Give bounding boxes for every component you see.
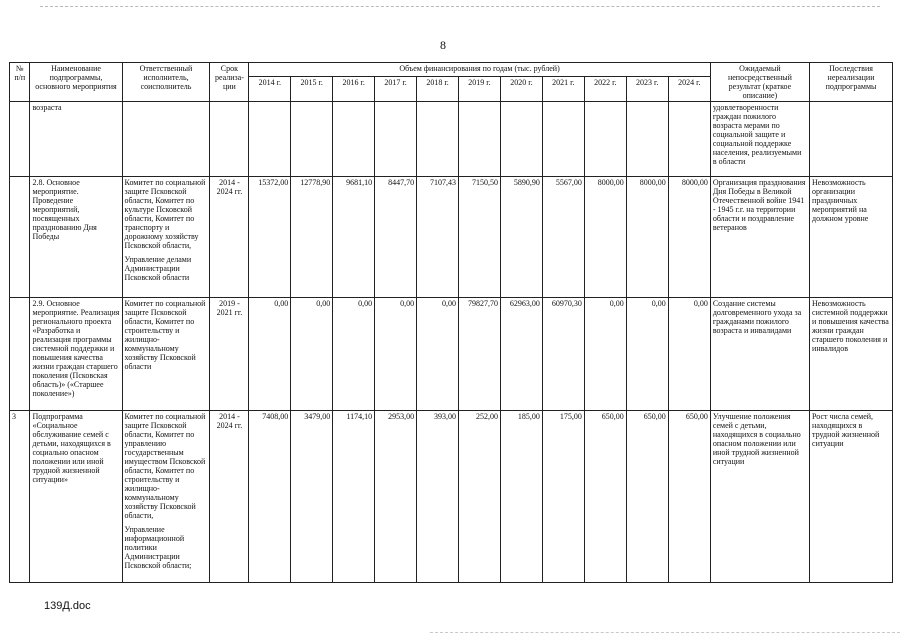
cell-period: 2019 - 2021 гг.	[210, 298, 249, 411]
page-number: 8	[440, 38, 446, 52]
cell-amount: 0,00	[584, 298, 626, 411]
cell-amount: 7150,50	[459, 177, 501, 298]
cell-amount: 175,00	[542, 411, 584, 583]
header-year: 2015 г.	[291, 76, 333, 101]
cell-name: 2.9. Основное мероприятие. Реализация регионального проекта «Разработка и реализация программы системной поддержки и повышения качества жизни граждан старшего поколения (Псковская область)» («Старшее поколение»)	[30, 298, 122, 411]
cell-amount: 79827,70	[459, 298, 501, 411]
cell-amount: 9681,10	[333, 177, 375, 298]
cell-amount: 8000,00	[668, 177, 710, 298]
responsible-entry: Комитет по социальной защите Псковской области, Комитет по управлению государственным имуществом Псковской области, Комитет по строительству и жилищно-коммунальному хозяйству Псковской области,	[124, 412, 206, 520]
cell-name: 2.8. Основное мероприятие. Проведение мероприятий, посвященных празднованию Дня Победы	[30, 177, 122, 298]
cell-no	[10, 177, 30, 298]
cell-amount: 3479,00	[291, 411, 333, 583]
cell-consequences: Невозможность системной поддержки и повышения качества жизни граждан старшего поколения и инвалидов	[810, 298, 893, 411]
cell-consequences: Рост числа семей, находящихся в трудной жизненной ситуации	[810, 411, 893, 583]
cell-amount: 60970,30	[542, 298, 584, 411]
cell-amount: 0,00	[375, 298, 417, 411]
funding-table	[9, 62, 893, 583]
cell-responsible	[122, 411, 210, 583]
cell-result: Создание системы долговременного ухода за гражданами пожилого возраста и инвалидами	[710, 298, 809, 411]
cell-period: 2014 - 2024 гг.	[210, 177, 249, 298]
cell-name: Подпрограмма «Социальное обслуживание семей с детьми, находящихся в социально опасном положении или иной трудной жизненной ситуации»	[30, 411, 122, 583]
header-year: 2020 г.	[500, 76, 542, 101]
scan-edge-top	[40, 6, 880, 7]
header-year: 2014 г.	[249, 76, 291, 101]
table-row	[10, 177, 893, 298]
cell-amount: 62963,00	[500, 298, 542, 411]
cell-amount: 185,00	[500, 411, 542, 583]
cell-result: Организация празднования Дня Победы в Великой Отечественной войне 1941 - 1945 г.г. на территории области и поздравление ветеранов	[710, 177, 809, 298]
responsible-entry: Комитет по социальной защите Псковской области, Комитет по строительству и жилищно-коммунальному хозяйству Псковской области	[124, 299, 206, 371]
header-year: 2017 г.	[375, 76, 417, 101]
header-year: 2021 г.	[542, 76, 584, 101]
header-year: 2018 г.	[417, 76, 459, 101]
table-row	[10, 298, 893, 411]
cell-amount: 5890,90	[500, 177, 542, 298]
cell-amount: 5567,00	[542, 177, 584, 298]
cell-no	[10, 298, 30, 411]
cell-amount: 0,00	[668, 298, 710, 411]
table-row	[10, 411, 893, 583]
header-name: Наименование подпрограммы, основного мероприятия	[30, 63, 122, 102]
header-no: № п/п	[10, 63, 30, 102]
cell-amount: 8447,70	[375, 177, 417, 298]
cell-amount: 7408,00	[249, 411, 291, 583]
header-year: 2016 г.	[333, 76, 375, 101]
header-funding-group: Объем финансирования по годам (тыс. рублей)	[249, 63, 710, 77]
cell-no: 3	[10, 411, 30, 583]
cell-amount: 393,00	[417, 411, 459, 583]
header-responsible: Ответственный исполнитель, соисполнитель	[122, 63, 210, 102]
header-year: 2019 г.	[459, 76, 501, 101]
header-year: 2023 г.	[626, 76, 668, 101]
cell-amount: 0,00	[291, 298, 333, 411]
cell-amount: 0,00	[333, 298, 375, 411]
continuation-name: возраста	[30, 102, 122, 177]
cell-result: Улучшение положения семей с детьми, находящихся в социально опасном положении или иной трудной жизненной ситуации	[710, 411, 809, 583]
cell-amount: 12778,90	[291, 177, 333, 298]
continuation-row	[10, 102, 893, 177]
cell-period: 2014 - 2024 гг.	[210, 411, 249, 583]
cell-amount: 7107,43	[417, 177, 459, 298]
cell-amount: 650,00	[584, 411, 626, 583]
scan-edge-bottom	[430, 632, 900, 633]
cell-no	[10, 102, 30, 177]
cell-amount: 2953,00	[375, 411, 417, 583]
header-period: Срок реализа-ции	[210, 63, 249, 102]
responsible-entry: Управление делами Администрации Псковской области	[124, 255, 192, 282]
responsible-entry: Комитет по социальной защите Псковской области, Комитет по культуре Псковской области, Комитет по транспорту и дорожному хозяйству Псковской области,	[124, 178, 206, 250]
cell-amount: 252,00	[459, 411, 501, 583]
header-year: 2022 г.	[584, 76, 626, 101]
cell-amount: 650,00	[626, 411, 668, 583]
cell-amount: 0,00	[626, 298, 668, 411]
cell-consequences: Невозможность организации праздничных мероприятий на должном уровне	[810, 177, 893, 298]
cell-amount: 0,00	[249, 298, 291, 411]
cell-responsible	[122, 298, 210, 411]
responsible-entry: Управление информационной политики Администрации Псковской области;	[124, 525, 192, 570]
cell-amount: 650,00	[668, 411, 710, 583]
cell-amount: 8000,00	[626, 177, 668, 298]
continuation-result: удовлетворенности граждан пожилого возраста мерами по социальной защите и социальной поддержке населения, реализуемыми в области	[710, 102, 809, 177]
cell-amount: 8000,00	[584, 177, 626, 298]
cell-responsible	[122, 177, 210, 298]
header-result: Ожидаемый непосредственный результат (краткое описание)	[710, 63, 809, 102]
document-filename: 139Д.doc	[44, 600, 91, 612]
cell-amount: 1174,10	[333, 411, 375, 583]
header-year: 2024 г.	[668, 76, 710, 101]
header-consequences: Последствия нереализации подпрограммы	[810, 63, 893, 102]
cell-amount: 0,00	[417, 298, 459, 411]
cell-amount: 15372,00	[249, 177, 291, 298]
